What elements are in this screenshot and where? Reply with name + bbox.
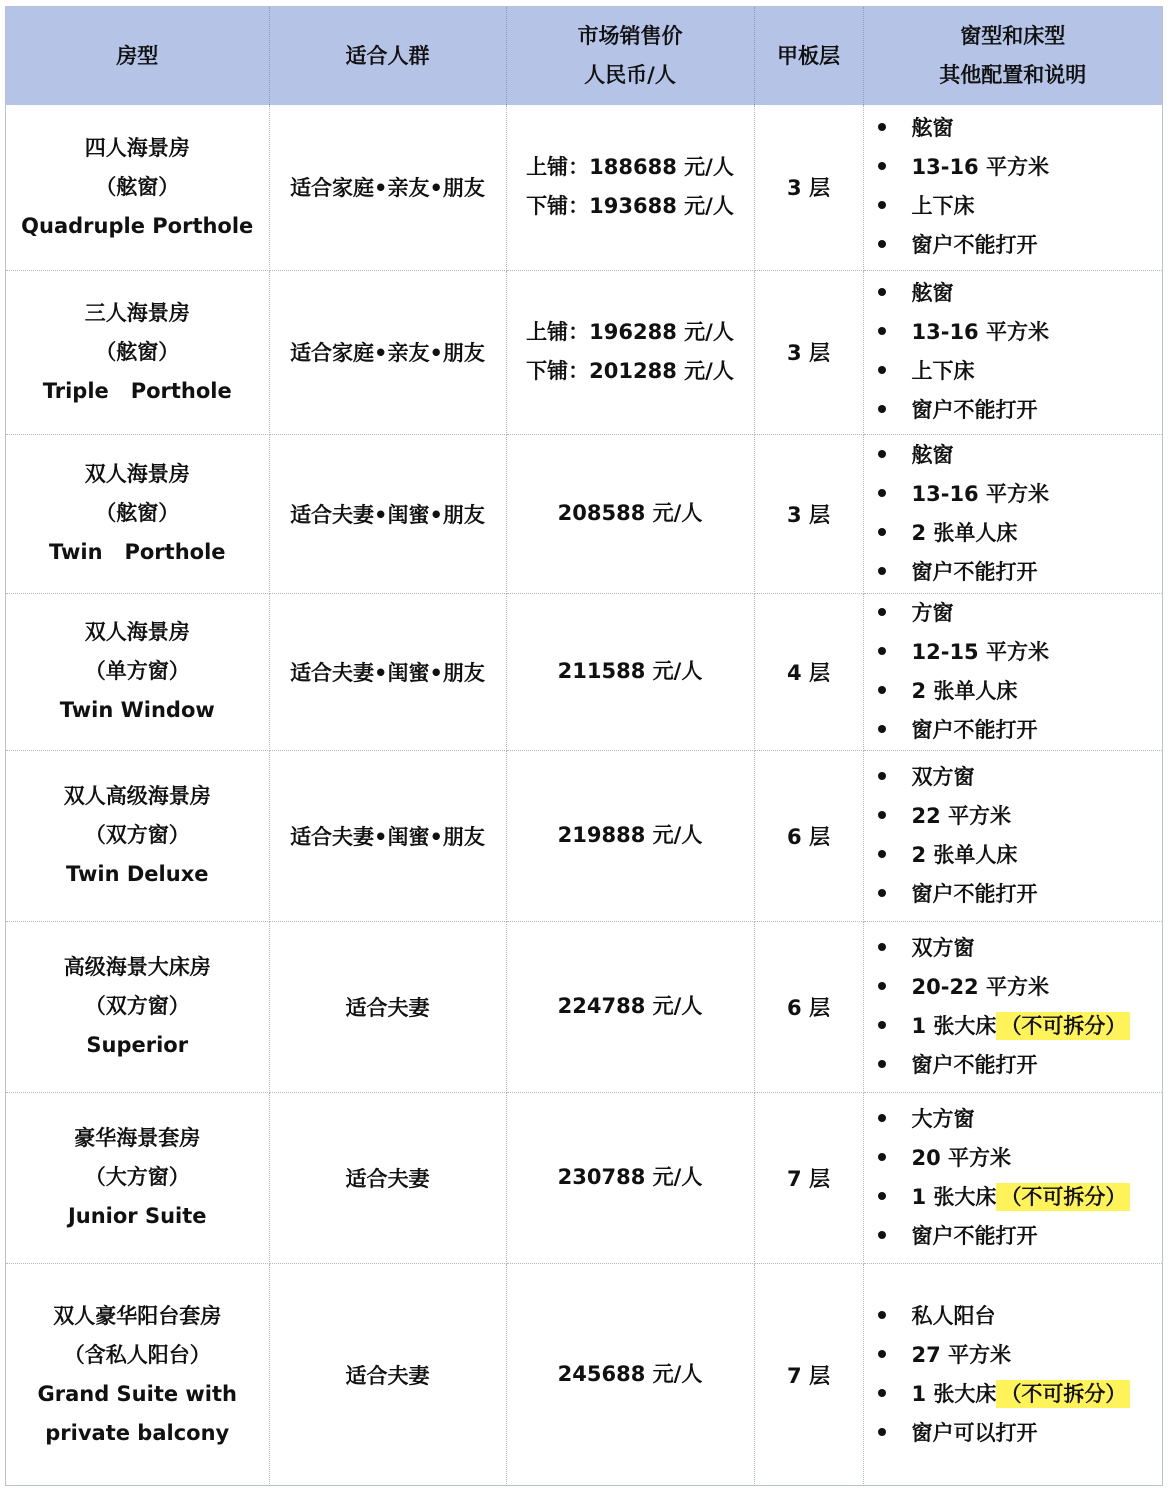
room-type-line: 四人海景房 [84,135,190,160]
feature-item [878,633,1163,672]
bullet-icon [878,725,886,733]
bullet-icon [878,240,886,248]
features-list [864,594,1163,750]
room-type-line: 高级海景大床房 [63,955,211,979]
feature-item [878,1375,1163,1414]
price-line: 下铺：193688 元/人 [526,194,734,219]
header-market-price [506,7,754,105]
price-line: 245688 元/人 [557,1362,703,1387]
feature-text: 27 平方米 [911,1342,1012,1367]
room-type-line: Junior Suite [67,1204,207,1228]
price-cell [506,1092,754,1263]
bullet-icon [878,450,886,458]
table-row [6,1092,1162,1263]
bullet-icon [878,405,886,413]
room-type-line: 三人海景房 [84,300,190,325]
deck-cell: 7 层 [754,1263,863,1486]
highlight-note: （不可拆分） [996,1380,1130,1408]
bullet-icon [878,1114,886,1122]
deck-cell: 4 层 [754,593,863,750]
room-type-line: Triple Porthole [42,378,232,403]
feature-text: 12-15 平方米 [911,639,1049,664]
feature-text: 私人阳台 [911,1303,996,1328]
features-list [864,109,1163,265]
feature-text: 13-16 平方米 [911,481,1049,506]
bullet-icon [878,889,886,897]
suitable-group-cell: 适合家庭•亲友•朋友 [269,270,506,434]
features-cell [863,270,1162,434]
bullet-icon [878,1153,886,1161]
price-cell [506,1263,754,1486]
feature-item [878,1217,1163,1256]
feature-text: 2 张单人床 [911,678,1018,703]
price-line: 208588 元/人 [557,501,703,525]
feature-item [878,352,1163,391]
deck-cell: 3 层 [754,270,863,434]
feature-text: 方窗 [911,600,954,625]
bullet-icon [878,201,886,209]
header-window-bed [863,7,1162,105]
bullet-icon [878,647,886,655]
price-line: 219888 元/人 [557,823,703,847]
features-cell [863,434,1162,593]
feature-item [878,1414,1163,1453]
feature-text: 1 张大床 [911,1381,997,1406]
feature-item [878,226,1163,265]
feature-text: 上下床 [911,194,975,219]
feature-text: 大方窗 [911,1106,975,1131]
table-row [6,1263,1162,1486]
features-cell [863,1263,1162,1486]
table-row [6,105,1162,270]
feature-item [878,758,1163,797]
feature-item [878,968,1163,1007]
room-type-line: 双人海景房 [84,620,190,644]
feature-text: 13-16 平方米 [911,320,1049,344]
feature-text: 舷窗 [911,442,954,467]
feature-item [878,514,1163,553]
bullet-icon [878,567,886,575]
deck-cell: 6 层 [754,750,863,921]
header-line: 市场销售价 [577,24,683,48]
room-type-line: （舷窗） [95,501,180,525]
header-line: 房型 [116,43,159,68]
room-type-line: 双人海景房 [84,462,190,486]
price-line: 上铺：188688 元/人 [526,155,734,180]
feature-item [878,929,1163,968]
feature-text: 窗户可以打开 [911,1420,1038,1445]
feature-text: 窗户不能打开 [911,398,1038,422]
bullet-icon [878,772,886,780]
room-type-line: 豪华海景套房 [74,1126,201,1150]
suitable-group-cell: 适合夫妻 [269,1263,506,1486]
price-line: 230788 元/人 [557,1165,703,1189]
feature-text: 窗户不能打开 [911,717,1038,742]
feature-item [878,672,1163,711]
feature-text: 舷窗 [911,281,954,305]
feature-text: 20-22 平方米 [911,974,1049,999]
features-list [864,1297,1163,1453]
room-type-line: （舷窗） [95,174,180,199]
feature-item [878,797,1163,836]
deck-cell: 3 层 [754,434,863,593]
room-type-line: Twin Window [59,698,215,722]
room-type-line: Superior [86,1033,189,1057]
highlight-note: （不可拆分） [996,1012,1130,1040]
deck-cell: 7 层 [754,1092,863,1263]
cabin-price-table [6,7,1162,1486]
deck-cell: 6 层 [754,921,863,1092]
price-cell [506,750,754,921]
room-type-line: 双人高级海景房 [63,784,211,808]
feature-text: 双方窗 [911,935,975,960]
feature-item [878,436,1163,475]
suitable-group-cell: 适合夫妻 [269,1092,506,1263]
features-cell [863,921,1162,1092]
room-type-line: Grand Suite with [37,1381,237,1406]
bullet-icon [878,686,886,694]
bullet-icon [878,1311,886,1319]
feature-item [878,1046,1163,1085]
feature-text: 上下床 [911,359,975,383]
feature-item [878,553,1163,592]
feature-item [878,711,1163,750]
feature-item [878,1139,1163,1178]
room-type-line: （双方窗） [84,823,190,847]
features-cell [863,750,1162,921]
feature-item [878,1007,1163,1046]
deck-cell: 3 层 [754,105,863,270]
feature-item [878,274,1163,313]
bullet-icon [878,327,886,335]
bullet-icon [878,366,886,374]
feature-item [878,475,1163,514]
features-list [864,436,1163,592]
price-cell [506,270,754,434]
feature-text: 窗户不能打开 [911,1223,1038,1248]
table-header-row [6,7,1162,105]
feature-text: 1 张大床 [911,1184,997,1209]
bullet-icon [878,162,886,170]
bullet-icon [878,1231,886,1239]
feature-item [878,1178,1163,1217]
feature-text: 舷窗 [911,116,954,141]
header-line: 甲板层 [777,43,840,68]
features-cell [863,1092,1162,1263]
bullet-icon [878,850,886,858]
price-cell [506,593,754,750]
header-room-type [6,7,269,105]
price-line: 上铺：196288 元/人 [526,320,734,344]
feature-text: 窗户不能打开 [911,233,1038,258]
price-line: 224788 元/人 [557,994,703,1018]
suitable-group-cell: 适合夫妻•闺蜜•朋友 [269,593,506,750]
table-row [6,593,1162,750]
features-list [864,1100,1163,1256]
features-list [864,929,1163,1085]
highlight-note: （不可拆分） [996,1183,1130,1211]
feature-item [878,391,1163,430]
feature-item [878,109,1163,148]
suitable-group-cell: 适合夫妻 [269,921,506,1092]
feature-text: 窗户不能打开 [911,559,1038,584]
price-cell [506,434,754,593]
feature-item [878,594,1163,633]
feature-text: 窗户不能打开 [911,1052,1038,1077]
room-type-cell [6,593,269,750]
header-line: 适合人群 [345,43,430,68]
feature-text: 13-16 平方米 [911,155,1049,180]
header-suitable-group [269,7,506,105]
features-list [864,758,1163,914]
bullet-icon [878,123,886,131]
price-cell [506,921,754,1092]
feature-item [878,1336,1163,1375]
suitable-group-cell: 适合夫妻•闺蜜•朋友 [269,750,506,921]
room-type-cell [6,270,269,434]
bullet-icon [878,489,886,497]
table-row [6,750,1162,921]
features-cell [863,105,1162,270]
room-type-cell [6,434,269,593]
header-line: 窗型和床型 [960,24,1066,48]
price-cell [506,105,754,270]
room-type-line: （含私人阳台） [63,1342,211,1367]
room-type-line: （双方窗） [84,994,190,1018]
feature-item [878,836,1163,875]
room-type-line: private balcony [45,1420,230,1445]
feature-text: 双方窗 [911,764,975,789]
room-type-line: Twin Deluxe [66,862,209,886]
price-line: 211588 元/人 [557,659,703,683]
bullet-icon [878,288,886,296]
bullet-icon [878,528,886,536]
bullet-icon [878,943,886,951]
room-type-cell [6,750,269,921]
room-type-line: Quadruple Porthole [21,213,254,238]
room-type-line: 双人豪华阳台套房 [53,1303,222,1328]
table-body [6,105,1162,1486]
feature-text: 20 平方米 [911,1145,1012,1170]
feature-item [878,148,1163,187]
feature-text: 1 张大床 [911,1013,997,1038]
room-type-cell [6,105,269,270]
bullet-icon [878,1389,886,1397]
room-type-line: （大方窗） [84,1165,190,1189]
room-type-cell [6,921,269,1092]
feature-item [878,1100,1163,1139]
feature-item [878,313,1163,352]
feature-item [878,875,1163,914]
feature-item [878,187,1163,226]
room-type-line: （舷窗） [95,339,180,364]
feature-text: 2 张单人床 [911,520,1018,545]
header-line: 人民币/人 [584,63,676,87]
header-line: 其他配置和说明 [939,63,1087,87]
feature-text: 2 张单人床 [911,842,1018,867]
bullet-icon [878,1021,886,1029]
feature-item [878,1297,1163,1336]
bullet-icon [878,1060,886,1068]
table-row [6,270,1162,434]
feature-text: 窗户不能打开 [911,881,1038,906]
bullet-icon [878,1350,886,1358]
table-row [6,434,1162,593]
features-list [864,274,1163,430]
features-cell [863,593,1162,750]
bullet-icon [878,982,886,990]
bullet-icon [878,608,886,616]
cabin-table-container [5,6,1163,1486]
bullet-icon [878,1192,886,1200]
room-type-line: （单方窗） [84,659,190,683]
room-type-cell [6,1263,269,1486]
table-row [6,921,1162,1092]
bullet-icon [878,1428,886,1436]
suitable-group-cell: 适合夫妻•闺蜜•朋友 [269,434,506,593]
feature-text: 22 平方米 [911,803,1012,828]
suitable-group-cell: 适合家庭•亲友•朋友 [269,105,506,270]
room-type-line: Twin Porthole [48,540,226,564]
bullet-icon [878,811,886,819]
price-line: 下铺：201288 元/人 [526,359,734,383]
room-type-cell [6,1092,269,1263]
header-deck [754,7,863,105]
